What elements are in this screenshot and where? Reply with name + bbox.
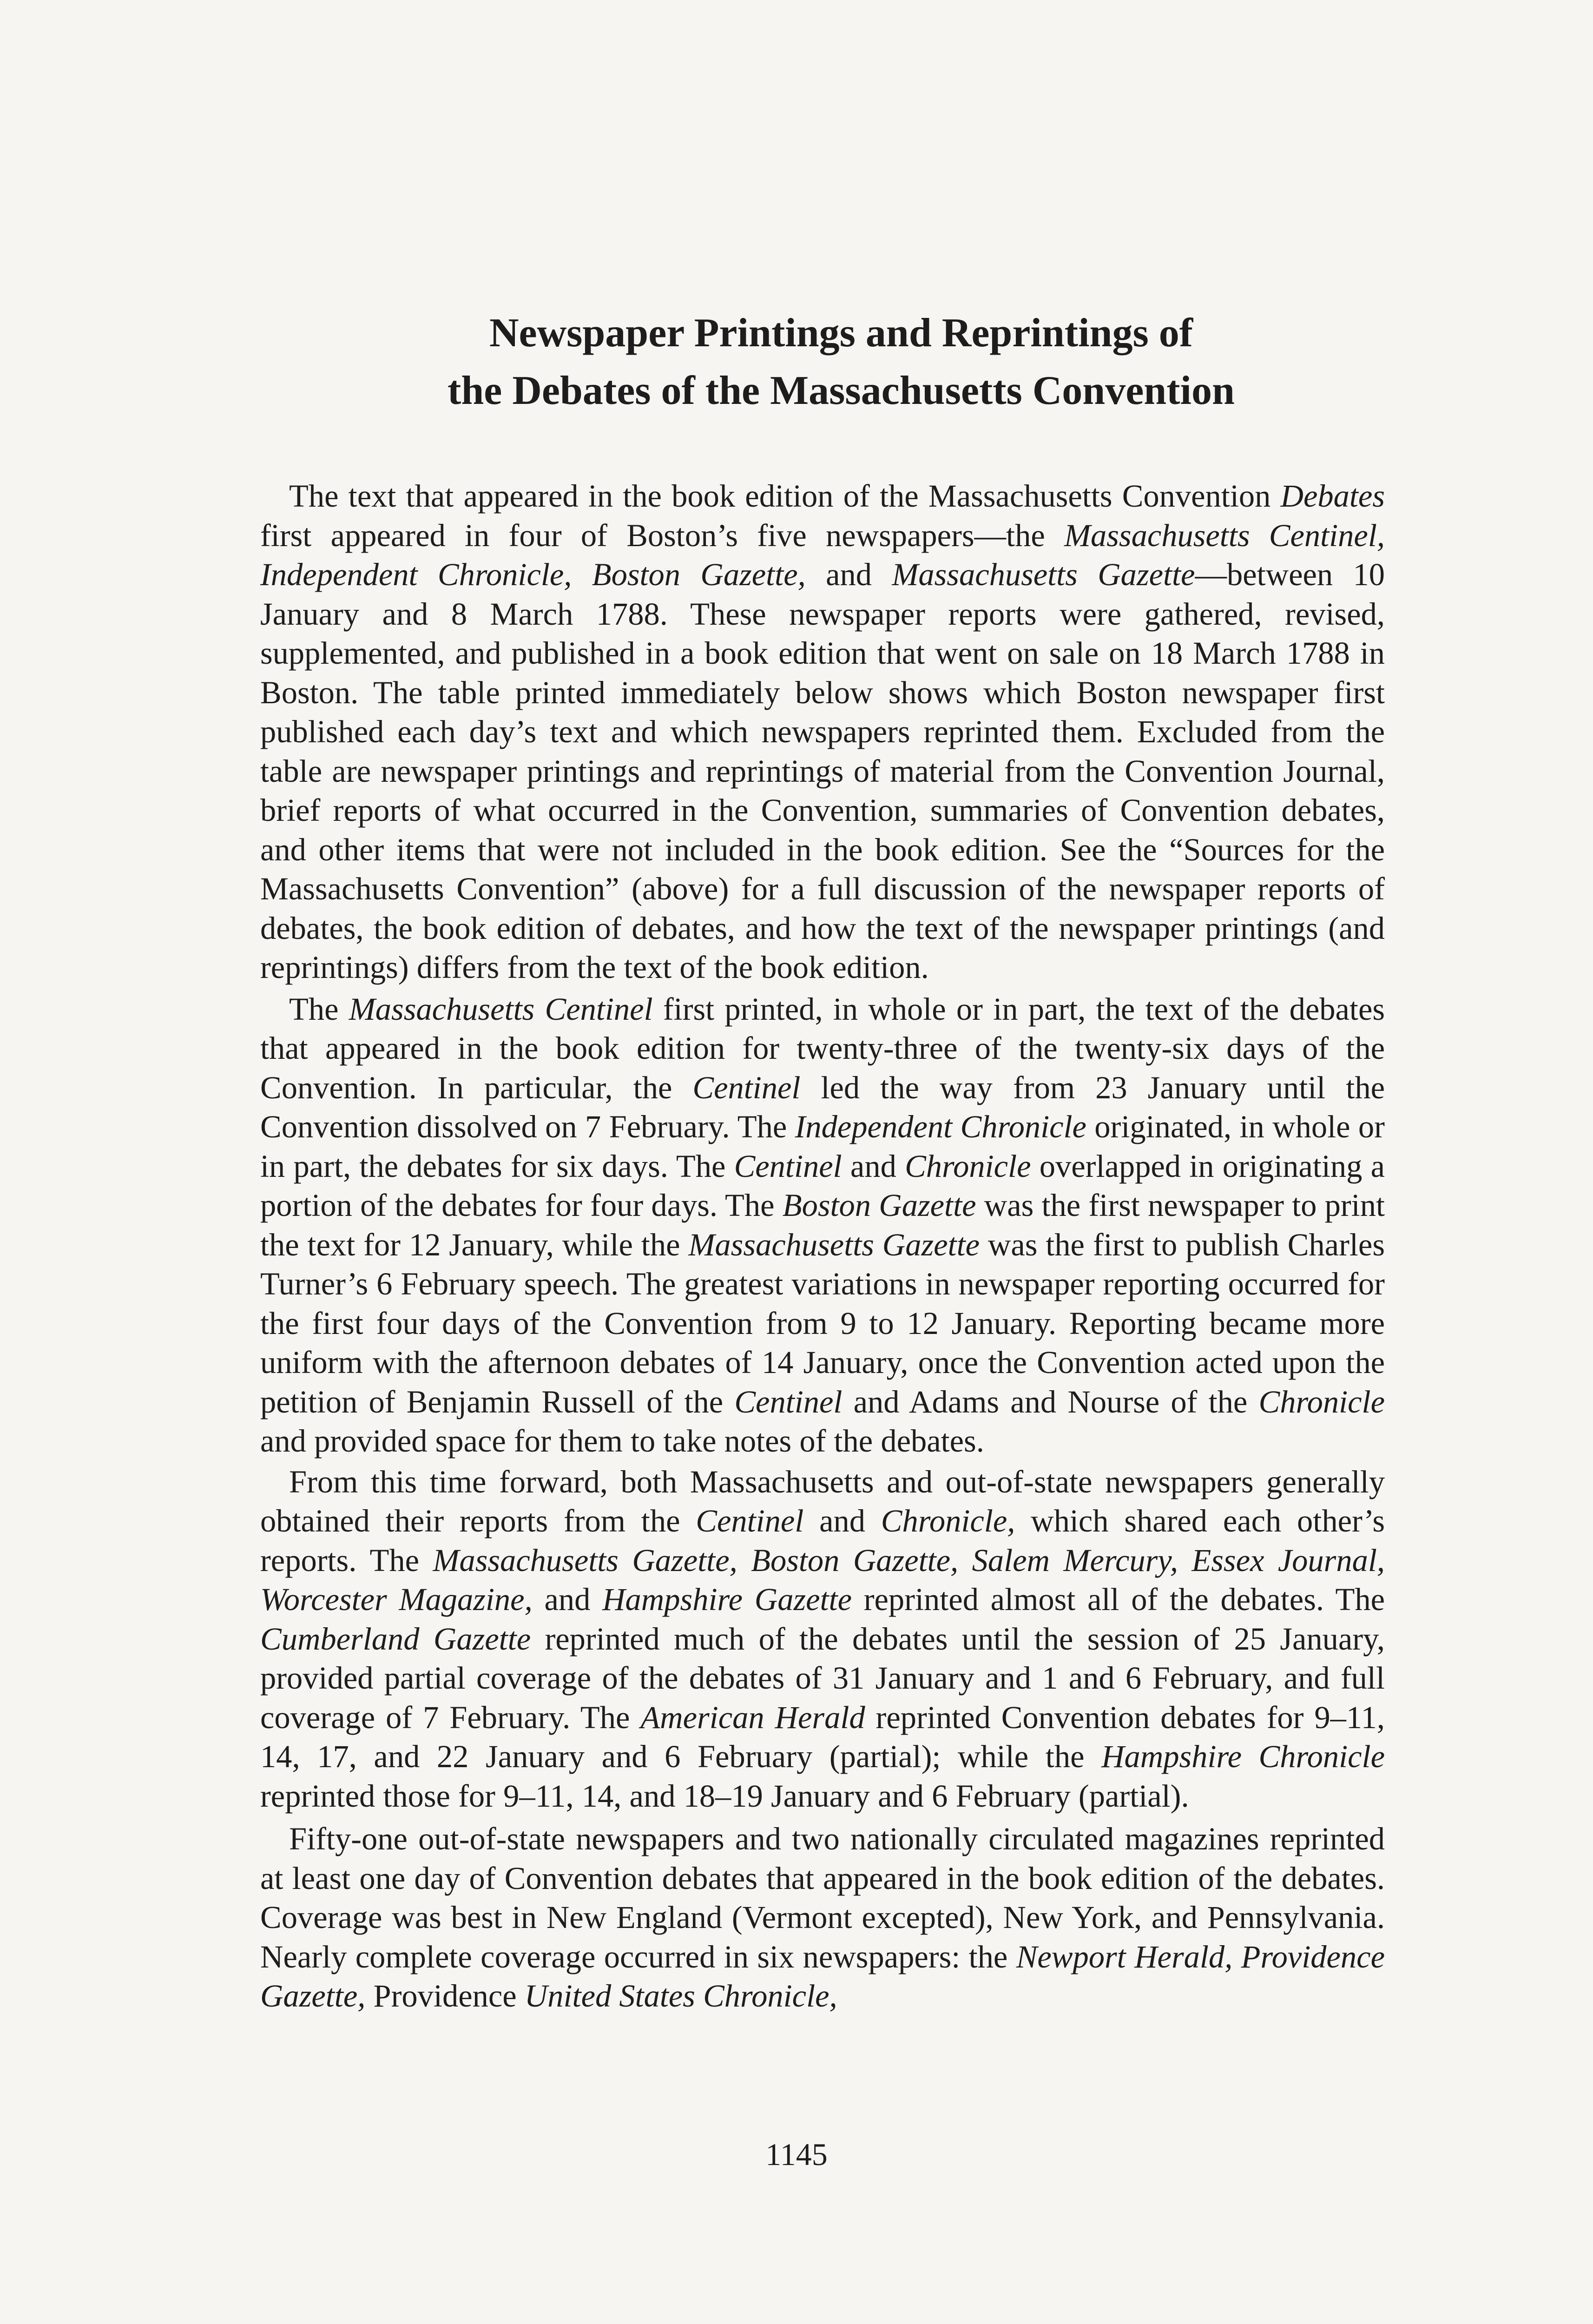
text-run: was the first newspaper to print the text for 12 January, while the	[260, 1188, 1385, 1262]
text-run: reprinted Convention debates for 9–11, 14, 17, and 22 January and 6 February (partial); while the	[260, 1699, 1385, 1774]
text-run: led the way from 23 January until the Convention dissolved on 7 February. The	[260, 1070, 1385, 1144]
text-run: first printed, in whole or in part, the text of the debates that appeared in the book edition for twenty-three of the twenty-six days of the Convention. In particular, the	[260, 991, 1385, 1105]
italic-run: Chronicle	[1258, 1384, 1385, 1419]
text-run: overlapped in originating a portion of the debates for four days. The	[260, 1148, 1385, 1223]
italic-run: Centinel	[696, 1503, 804, 1538]
text-run: and	[842, 1148, 905, 1184]
italic-run: Chronicle	[905, 1148, 1031, 1184]
text-run: The text that appeared in the book edition of the Massachusetts Convention	[289, 478, 1281, 514]
text-run: and provided space for them to take notes of the debates.	[260, 1423, 984, 1459]
text-run: reprinted much of the debates until the session of 25 January, provided partial coverage of the debates of 31 January and 1 and 6 February, and full coverage of 7 February. The	[260, 1621, 1385, 1735]
italic-run: Hampshire Chronicle	[1101, 1739, 1385, 1774]
text-run: was the first to publish Charles Turner’s 6 February speech. The greatest variations in newspaper reporting occurred for the first four days of the Convention from 9 to 12 January. Reporting became more uniform with the afternoon debates of 14 January, once the Convention acted upon the petition of Benjamin Russell of the	[260, 1227, 1385, 1419]
paragraph-2	[260, 990, 1385, 1461]
paragraph-4	[260, 1819, 1385, 2016]
text-run: and	[532, 1582, 603, 1617]
body-text	[260, 476, 1385, 2016]
text-run: originated, in whole or in part, the debates for six days. The	[260, 1109, 1385, 1184]
text-run: The	[289, 991, 349, 1027]
italic-run: Massachusetts Gazette	[892, 557, 1195, 592]
paragraph-1	[260, 476, 1385, 987]
italic-run: Centinel	[692, 1070, 801, 1105]
italic-run: Massachusetts Gazette, Boston Gazette, Salem Mercury, Essex Journal, Worcester Magazine,	[260, 1542, 1385, 1617]
italic-run: Chronicle,	[881, 1503, 1015, 1538]
text-run: and	[805, 557, 892, 592]
text-run: first appeared in four of Boston’s five newspapers—the	[260, 517, 1064, 553]
italic-run: American Herald	[640, 1699, 865, 1735]
italic-run: Debates	[1280, 478, 1385, 514]
text-run: reprinted those for 9–11, 14, and 18–19 January and 6 February (partial).	[260, 1778, 1189, 1814]
italic-run: United States Chronicle,	[524, 1978, 837, 2014]
text-run: and	[803, 1503, 881, 1538]
italic-run: Boston Gazette	[782, 1188, 976, 1223]
italic-run: Hampshire Gazette	[602, 1582, 852, 1617]
title-line-1: Newspaper Printings and Reprintings of	[489, 310, 1193, 356]
text-run: reprinted almost all of the debates. The	[851, 1582, 1385, 1617]
italic-run: Massachusetts Centinel, Independent Chronicle, Boston Gazette,	[260, 517, 1385, 592]
italic-run: Cumberland Gazette	[260, 1621, 531, 1657]
italic-run: Massachusetts Gazette	[688, 1227, 980, 1262]
text-run: which shared each other’s reports. The	[260, 1503, 1385, 1578]
italic-run: Independent Chronicle	[795, 1109, 1086, 1144]
text-run: Fifty-one out-of-state newspapers and two nationally circulated magazines reprinted at least one day of Convention debates that appeared in the book edition of the debates. Coverage was best in New England (Vermont excepted), New York, and Pennsylvania. Nearly complete coverage occurred in six newspapers: the	[260, 1821, 1385, 1974]
text-run: Providence	[365, 1978, 525, 2014]
italic-run: Centinel	[734, 1384, 843, 1419]
text-run: —between 10 January and 8 March 1788. These newspaper reports were gathered, revised, supplemented, and published in a book edition that went on sale on 18 March 1788 in Boston. The table printed immediately below shows which Boston newspaper first published each day’s text and which newspapers reprinted them. Excluded from the table are newspaper printings and reprintings of material from the Convention Journal, brief reports of what occurred in the Convention, summaries of Convention debates, and other items that were not included in the book edition. See the “Sources for the Massachusetts Convention” (above) for a full discussion of the newspaper reports of debates, the book edition of debates, and how the text of the newspaper printings (and reprintings) differs from the text of the book edition.	[260, 557, 1385, 985]
paragraph-3	[260, 1462, 1385, 1816]
text-run: and Adams and Nourse of the	[842, 1384, 1259, 1419]
text-run: From this time forward, both Massachusetts and out-of-state newspapers generally obtained their reports from the	[260, 1464, 1385, 1538]
italic-run: Centinel	[734, 1148, 842, 1184]
page-number: 1145	[765, 2137, 828, 2172]
italic-run: Newport Herald, Providence Gazette,	[260, 1939, 1385, 2014]
page-title	[260, 304, 1422, 420]
title-line-2: the Debates of the Massachusetts Convention	[448, 368, 1235, 413]
italic-run: Massachusetts Centinel	[349, 991, 653, 1027]
